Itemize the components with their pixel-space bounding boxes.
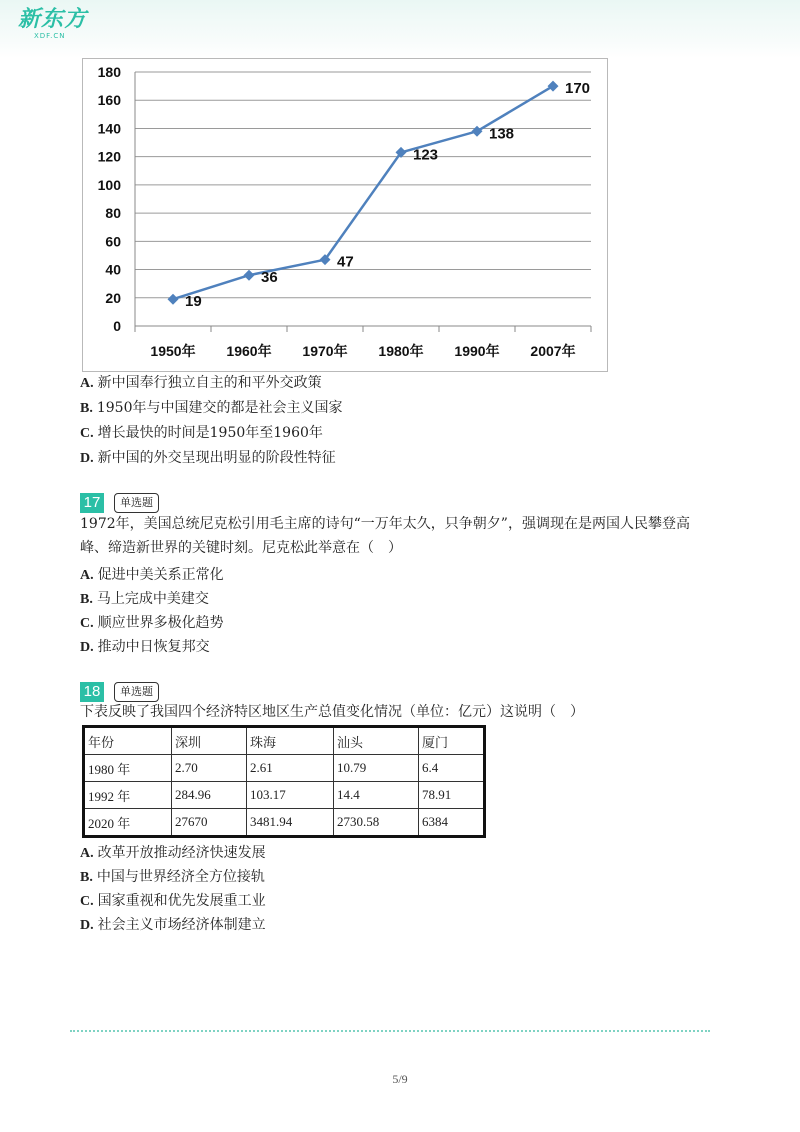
x-tick-label: 1960年 [226,343,272,359]
option-text: 1950年与中国建交的都是社会主义国家 [96,400,343,416]
option-text: 新中国奉行独立自主的和平外交政策 [97,375,322,391]
page-number: 5/9 [392,1072,408,1086]
data-point-marker [168,294,179,305]
y-tick-label: 40 [105,261,121,278]
data-label: 123 [413,146,439,164]
y-tick-label: 80 [105,205,121,222]
q18-option-a[interactable] [80,844,266,863]
option-letter: A. [80,568,94,583]
option-letter: B. [80,592,93,607]
x-tick-label: 2007年 [530,343,576,359]
table-cell: 2.61 [247,755,334,782]
q18-stem: 下表反映了我国四个经济特区地区生产总值变化情况（单位：亿元）这说明（ ） [80,704,584,720]
option-letter: A. [80,846,94,861]
y-tick-label: 180 [97,64,121,80]
footer-divider [70,1030,710,1032]
x-tick-label: 1980年 [378,343,424,359]
option-text: 顺应世界多极化趋势 [97,615,224,631]
table-row [84,809,485,837]
table-header-row [84,727,485,755]
page-header [0,0,800,58]
option-text: 马上完成中美建交 [96,591,209,607]
option-letter: D. [80,640,94,655]
q18-type-tag: 单选题 [114,682,159,702]
table-cell: 6.4 [419,755,485,782]
option-text: 新中国的外交呈现出明显的阶段性特征 [97,450,336,466]
table-cell: 27670 [172,809,247,837]
y-tick-label: 160 [97,92,121,109]
table-cell: 103.17 [247,782,334,809]
table-header-cell: 珠海 [247,727,334,755]
data-point-marker [244,270,255,281]
q17-option-a[interactable] [80,566,224,585]
q17-type-tag: 单选题 [114,493,159,513]
table-cell: 1992 年 [84,782,172,809]
table-row [84,782,485,809]
logo-text: 新东方 [18,7,88,32]
option-letter: C. [80,426,94,441]
option-letter: D. [80,918,94,933]
q16-option-c[interactable] [80,424,323,443]
data-label: 138 [489,125,515,143]
option-text: 增长最快的时间是1950年至1960年 [97,425,323,441]
data-point-marker [548,81,559,92]
gdp-table [82,725,486,838]
q17-stem [80,512,710,560]
y-tick-label: 120 [97,148,121,165]
table-cell: 14.4 [334,782,419,809]
xdf-logo [18,8,87,40]
line-chart-svg [83,59,607,371]
q16-option-a[interactable] [80,374,322,393]
option-letter: B. [80,870,93,885]
data-label: 47 [337,253,354,271]
q17-stem-line1: 1972年，美国总统尼克松引用毛主席的诗句“一万年太久，只争朝夕”，强调现在是两国人民攀登高 [80,516,690,532]
option-letter: A. [80,376,94,391]
option-text: 促进中美关系正常化 [97,567,224,583]
option-letter: D. [80,451,94,466]
x-tick-label: 1990年 [454,343,500,359]
table-header-cell: 年份 [84,727,172,755]
data-label: 36 [261,269,278,287]
line-chart [82,58,608,372]
q17-number-badge: 17 [80,493,104,513]
logo-subtext: XDF.CN [34,32,66,40]
option-text: 改革开放推动经济快速发展 [97,845,266,861]
x-tick-label: 1950年 [150,343,196,359]
option-letter: C. [80,616,94,631]
q18-number-badge: 18 [80,682,104,702]
q17-option-c[interactable] [80,614,224,633]
table-cell: 6384 [419,809,485,837]
q16-option-d[interactable] [80,449,336,468]
table-row [84,755,485,782]
table-cell: 78.91 [419,782,485,809]
data-point-marker [472,126,483,137]
table-header-cell: 厦门 [419,727,485,755]
q18-option-c[interactable] [80,892,266,911]
table-cell: 3481.94 [247,809,334,837]
option-text: 中国与世界经济全方位接轨 [96,869,265,885]
q17-option-b[interactable] [80,590,209,609]
table-header-cell: 深圳 [172,727,247,755]
data-label: 170 [565,80,591,98]
table-cell: 2.70 [172,755,247,782]
table-cell: 2020 年 [84,809,172,837]
option-text: 推动中日恢复邦交 [97,639,210,655]
q17-option-d[interactable] [80,638,210,657]
option-text: 社会主义市场经济体制建立 [97,917,266,933]
y-tick-label: 60 [105,233,121,250]
option-letter: C. [80,894,94,909]
option-letter: B. [80,401,93,416]
series-line [173,86,553,299]
q18-option-d[interactable] [80,916,266,935]
q16-option-b[interactable] [80,399,342,418]
q17-stem-line2: 峰、缔造新世界的关键时刻。尼克松此举意在（ ） [80,540,402,556]
x-tick-label: 1970年 [302,343,348,359]
table-header-cell: 汕头 [334,727,419,755]
table-cell: 2730.58 [334,809,419,837]
table-cell: 1980 年 [84,755,172,782]
option-text: 国家重视和优先发展重工业 [97,893,266,909]
y-tick-label: 0 [113,318,121,334]
y-tick-label: 20 [105,289,121,306]
table-cell: 284.96 [172,782,247,809]
q18-option-b[interactable] [80,868,265,887]
y-tick-label: 100 [97,176,121,193]
table-cell: 10.79 [334,755,419,782]
y-tick-label: 140 [97,120,121,137]
data-label: 19 [185,293,202,311]
